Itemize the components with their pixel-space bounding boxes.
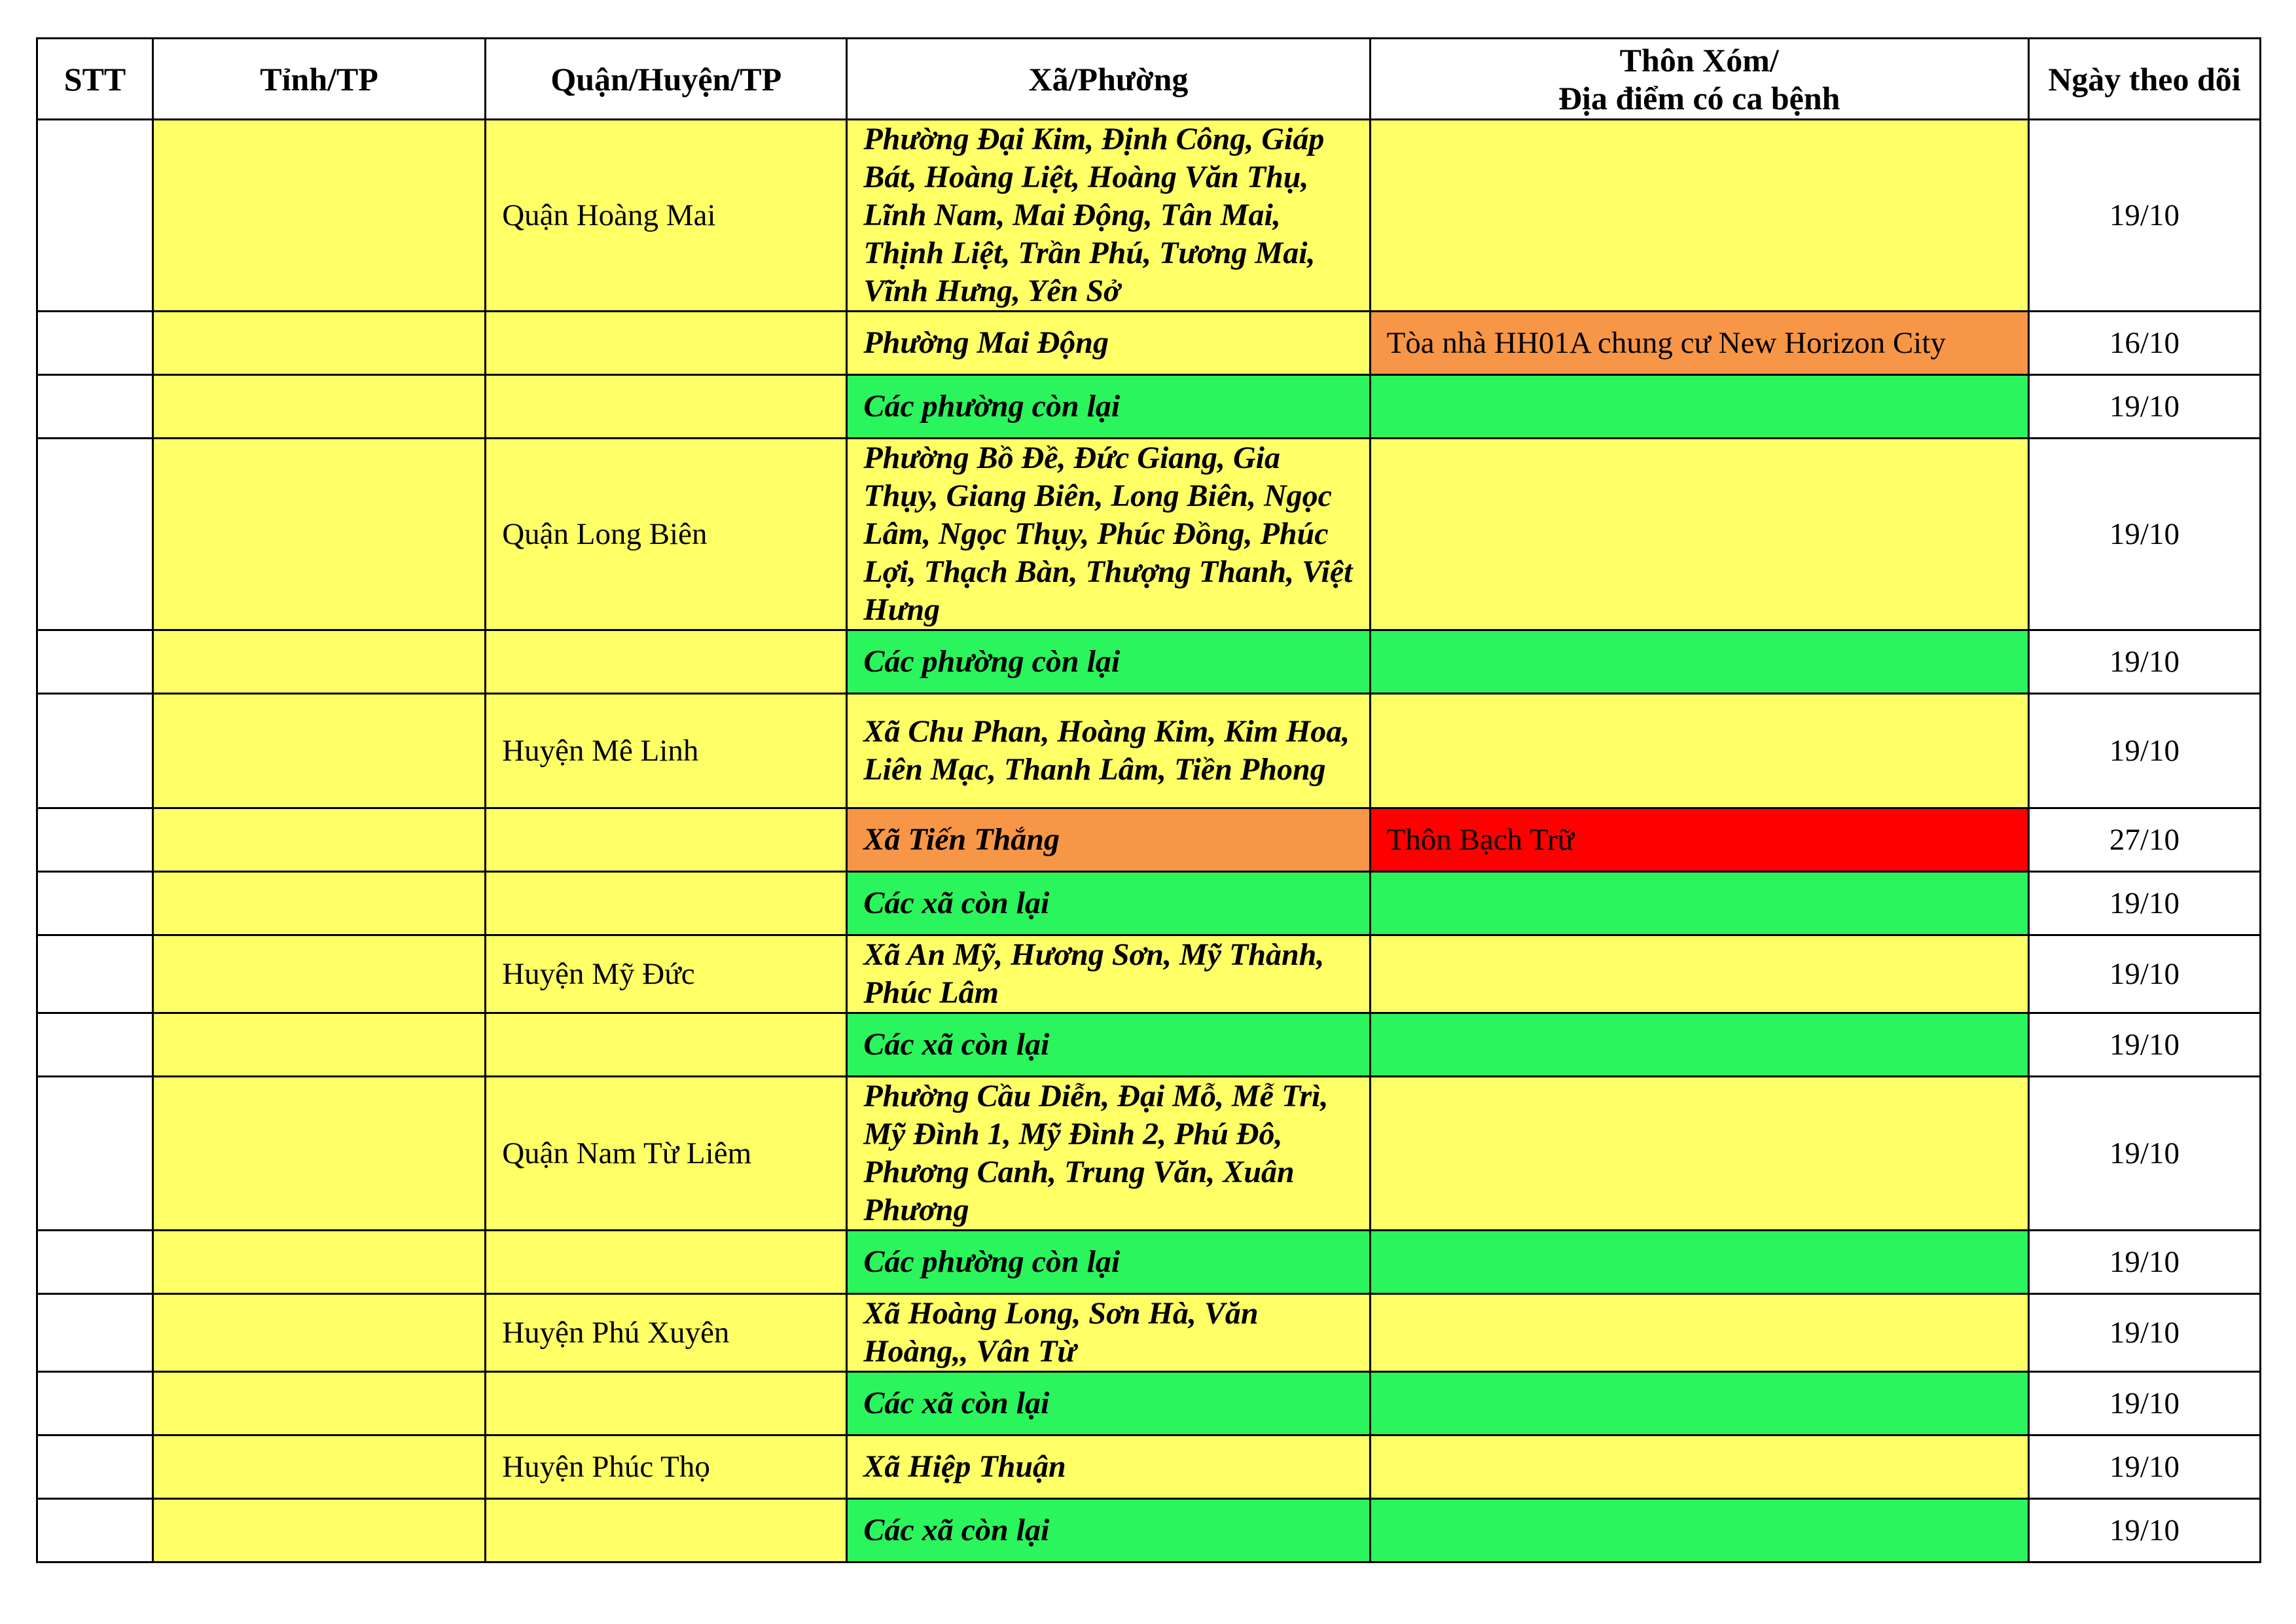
cell-xa: Các phường còn lại xyxy=(847,630,1370,694)
table-row xyxy=(37,120,2261,312)
cell-ngay: 19/10 xyxy=(2028,935,2260,1013)
cell-ngay: 19/10 xyxy=(2028,694,2260,808)
cell-xa: Các xã còn lại xyxy=(847,1372,1370,1435)
cell-ngay: 27/10 xyxy=(2028,808,2260,872)
cell-xa: Xã Hiệp Thuận xyxy=(847,1435,1370,1499)
cell-stt xyxy=(37,1435,153,1499)
cell-xa: Phường Đại Kim, Định Công, Giáp Bát, Hoàng Liệt, Hoàng Văn Thụ, Lĩnh Nam, Mai Động, Tân Mai, Thịnh Liệt, Trần Phú, Tương Mai, Vĩnh Hưng, Yên Sở xyxy=(847,120,1370,312)
cell-stt xyxy=(37,439,153,630)
cell-ngay: 19/10 xyxy=(2028,1294,2260,1372)
cell-quan xyxy=(486,630,847,694)
cell-tinh xyxy=(153,808,486,872)
cell-stt xyxy=(37,1372,153,1435)
header-stt: STT xyxy=(37,39,153,120)
cell-thon xyxy=(1370,1231,2028,1294)
cell-stt xyxy=(37,1294,153,1372)
cell-stt xyxy=(37,1231,153,1294)
cell-tinh xyxy=(153,439,486,630)
cell-stt xyxy=(37,808,153,872)
table-row xyxy=(37,808,2261,872)
cell-stt xyxy=(37,1077,153,1231)
cell-tinh xyxy=(153,1499,486,1562)
cell-xa: Xã Tiến Thắng xyxy=(847,808,1370,872)
table-row xyxy=(37,1499,2261,1562)
cell-thon xyxy=(1370,872,2028,935)
cell-ngay: 19/10 xyxy=(2028,1231,2260,1294)
cell-stt xyxy=(37,694,153,808)
cell-quan: Quận Nam Từ Liêm xyxy=(486,1077,847,1231)
cell-quan: Huyện Phú Xuyên xyxy=(486,1294,847,1372)
cell-thon xyxy=(1370,694,2028,808)
cell-thon xyxy=(1370,375,2028,439)
cell-xa: Phường Cầu Diễn, Đại Mỗ, Mễ Trì, Mỹ Đình 1, Mỹ Đình 2, Phú Đô, Phương Canh, Trung Văn, Xuân Phương xyxy=(847,1077,1370,1231)
cell-ngay: 19/10 xyxy=(2028,630,2260,694)
table-row xyxy=(37,1435,2261,1499)
cell-tinh xyxy=(153,1372,486,1435)
cell-stt xyxy=(37,1013,153,1077)
cell-ngay: 19/10 xyxy=(2028,1077,2260,1231)
cell-ngay: 19/10 xyxy=(2028,1499,2260,1562)
cell-thon xyxy=(1370,630,2028,694)
cell-stt xyxy=(37,1499,153,1562)
cell-thon xyxy=(1370,1499,2028,1562)
cell-xa: Các xã còn lại xyxy=(847,1499,1370,1562)
cell-xa: Các xã còn lại xyxy=(847,1013,1370,1077)
cell-quan xyxy=(486,872,847,935)
covid-zone-table xyxy=(36,37,2261,1563)
cell-tinh xyxy=(153,1294,486,1372)
cell-xa: Các xã còn lại xyxy=(847,872,1370,935)
table-row xyxy=(37,935,2261,1013)
cell-xa: Phường Bồ Đề, Đức Giang, Gia Thụy, Giang Biên, Long Biên, Ngọc Lâm, Ngọc Thụy, Phúc Đồng, Phúc Lợi, Thạch Bàn, Thượng Thanh, Việt Hưng xyxy=(847,439,1370,630)
cell-quan xyxy=(486,808,847,872)
cell-stt xyxy=(37,375,153,439)
cell-tinh xyxy=(153,630,486,694)
cell-xa: Xã Chu Phan, Hoàng Kim, Kim Hoa, Liên Mạc, Thanh Lâm, Tiền Phong xyxy=(847,694,1370,808)
table-row xyxy=(37,439,2261,630)
table-row xyxy=(37,630,2261,694)
cell-xa: Xã Hoàng Long, Sơn Hà, Văn Hoàng,, Vân Từ xyxy=(847,1294,1370,1372)
table-row xyxy=(37,1372,2261,1435)
cell-ngay: 19/10 xyxy=(2028,120,2260,312)
cell-tinh xyxy=(153,1077,486,1231)
cell-thon xyxy=(1370,439,2028,630)
header-tinh: Tỉnh/TP xyxy=(153,39,486,120)
header-quan: Quận/Huyện/TP xyxy=(486,39,847,120)
cell-stt xyxy=(37,312,153,375)
cell-quan xyxy=(486,312,847,375)
cell-stt xyxy=(37,630,153,694)
header-row xyxy=(37,39,2261,120)
cell-thon xyxy=(1370,120,2028,312)
cell-thon xyxy=(1370,935,2028,1013)
cell-xa: Các phường còn lại xyxy=(847,375,1370,439)
table-row xyxy=(37,872,2261,935)
cell-thon: Tòa nhà HH01A chung cư New Horizon City xyxy=(1370,312,2028,375)
cell-xa: Các phường còn lại xyxy=(847,1231,1370,1294)
table-row xyxy=(37,694,2261,808)
cell-tinh xyxy=(153,935,486,1013)
table-row xyxy=(37,1231,2261,1294)
cell-quan: Huyện Phúc Thọ xyxy=(486,1435,847,1499)
cell-quan xyxy=(486,1231,847,1294)
cell-tinh xyxy=(153,312,486,375)
cell-quan xyxy=(486,1013,847,1077)
table-row xyxy=(37,1013,2261,1077)
cell-tinh xyxy=(153,872,486,935)
cell-thon xyxy=(1370,1294,2028,1372)
cell-ngay: 19/10 xyxy=(2028,375,2260,439)
cell-stt xyxy=(37,935,153,1013)
cell-tinh xyxy=(153,1435,486,1499)
cell-ngay: 19/10 xyxy=(2028,1013,2260,1077)
cell-quan: Quận Long Biên xyxy=(486,439,847,630)
cell-quan xyxy=(486,1499,847,1562)
cell-tinh xyxy=(153,120,486,312)
cell-thon xyxy=(1370,1077,2028,1231)
cell-tinh xyxy=(153,1231,486,1294)
cell-thon xyxy=(1370,1372,2028,1435)
cell-ngay: 19/10 xyxy=(2028,872,2260,935)
table-row xyxy=(37,375,2261,439)
cell-quan: Huyện Mỹ Đức xyxy=(486,935,847,1013)
table-row xyxy=(37,312,2261,375)
cell-thon: Thôn Bạch Trữ xyxy=(1370,808,2028,872)
cell-ngay: 16/10 xyxy=(2028,312,2260,375)
table-row xyxy=(37,1077,2261,1231)
header-thon: Thôn Xóm/ Địa điểm có ca bệnh xyxy=(1370,39,2028,120)
cell-xa: Phường Mai Động xyxy=(847,312,1370,375)
cell-quan xyxy=(486,1372,847,1435)
table-body xyxy=(37,120,2261,1562)
cell-tinh xyxy=(153,1013,486,1077)
cell-thon xyxy=(1370,1435,2028,1499)
cell-ngay: 19/10 xyxy=(2028,1435,2260,1499)
cell-stt xyxy=(37,120,153,312)
cell-ngay: 19/10 xyxy=(2028,1372,2260,1435)
table-row xyxy=(37,1294,2261,1372)
cell-stt xyxy=(37,872,153,935)
cell-quan: Huyện Mê Linh xyxy=(486,694,847,808)
header-xa: Xã/Phường xyxy=(847,39,1370,120)
cell-quan: Quận Hoàng Mai xyxy=(486,120,847,312)
header-ngay: Ngày theo dõi xyxy=(2028,39,2260,120)
cell-tinh xyxy=(153,375,486,439)
cell-ngay: 19/10 xyxy=(2028,439,2260,630)
cell-thon xyxy=(1370,1013,2028,1077)
cell-tinh xyxy=(153,694,486,808)
cell-xa: Xã An Mỹ, Hương Sơn, Mỹ Thành, Phúc Lâm xyxy=(847,935,1370,1013)
cell-quan xyxy=(486,375,847,439)
